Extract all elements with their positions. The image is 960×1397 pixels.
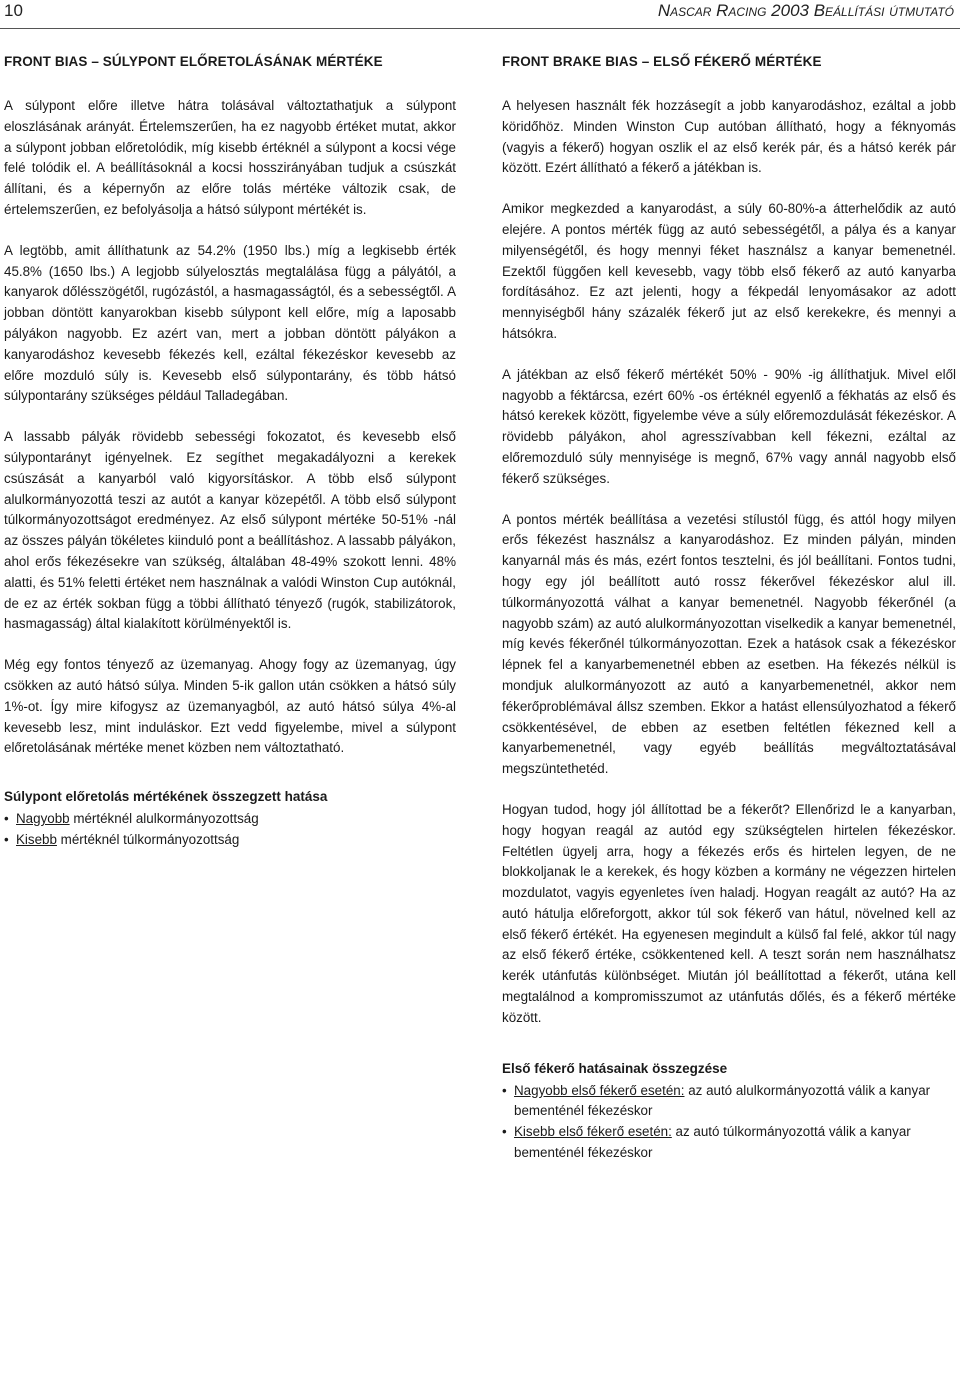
list-item [4,809,456,830]
summary-text: az autó túlkormányozottá válik a kanyar bementénél fékezéskor [514,1124,911,1161]
summary-key: Nagyobb [16,811,70,827]
summary-text: az autó alulkormányozottá válik a kanyar bementénél fékezéskor [514,1082,931,1119]
paragraph: A pontos mérték beállítása a vezetési stílustól függ, és attól hogy milyen erős fékezést használsz a kanyarodáshoz. Ez minden pályán, minden kanyarnál más és más, ezért fontos tesztelni, és jól beállítani. Fontos tudni, hogy egy jól beállított autó rossz fékerővel fékezéskor alul ill. túlkormányozottá válhat a kanyar bemenetnél. Nagyobb fékerőnél (a nagyobb szám) az autó alulkormányozottan viselkedik a kanyar bemenetnél, míg kevés fékerőnél túlkormányozottan. Ezek a hatások csak a fékezéskor lépnek fel a kanyarbemenetnél ebben az esetben. Ha fékezés nélkül is mondjuk alulkormányozott az autó a kanyarbemenetnél, akkor nem fékerőproblémával állsz szemben. Ekkor a hatást ellensúlyozhatod a fékerő csökkentésével, de ebben az esetben feltétlen fékezned kell a kanyarbemenetnél, vagy egyéb beállítás megváltoztatásával megszüntethetéd. [502,511,956,777]
summary-key: Nagyobb első fékerő esetén: [514,1082,685,1098]
paragraph: A játékban az első fékerő mértékét 50% - 90% -ig állíthatjuk. Mivel elől nagyobb a féktárcsa, ezért 60% -os értéknél egyenlő a fékhatás az első és hátsó kerekek között, figyelembe véve a súly előremozdulását fékezéskor. A rövidebb pályákon, ahol agresszívabban kell fékezni, ezáltal az előremozduló súly mennyisége is megnő, 67% vagy annál nagyobb első fékerő szükséges. [502,366,956,486]
list-item [4,830,456,851]
section-heading-front-brake-bias: FRONT BRAKE BIAS – ELSŐ FÉKERŐ MÉRTÉKE [502,54,822,69]
paragraph: Amikor megkezded a kanyarodást, a súly 60-80%-a átterhelődik az autó elejére. A pontos mérték függ az autó sebességétől, a pálya és a kanyar milyenségétől, és hogy mennyi féket használsz a kanyar bemenetnél. Ezektől függően kell kevesebb, vagy több első fékerő az autó kanyarba fordításához. Ez azt jelenti, hogy a fékpedál lenyomásakor az adott mennyiségből hány százalék fékerő jut az első kerekekre, és mennyi a hátsókra. [502,201,956,341]
paragraph: Hogyan tudod, hogy jól állítottad be a fékerőt? Ellenőrizd le a kanyarban, hogy hogyan reagál az autód egy szükségtelen hirtelen fékezéskor. Feltétlen ügyelj arra, hogy a fékezés erős és hirtelen legyen, de ne blokkoljanak le a kerekek, és hogy közben a kormány ne végezzen hirtelen mozdulatot, vagyis egyenletes íven haladj. Hogyan reagált az autó? Ha az autó hátulja előreforgott, akkor túl sok fékerő van hátul, növelned kell az első fékerő értékét. Ha egyenesen megindult a külső fal felé, akkor túl nagy az első fékerő értéke, csökkentened kell. A teszt során nem használhatsz kerék utánfutás különbséget. Miután jól beállítottad a fékerőt, utána kell megtalálnod a kompromisszumot az utánfutás dőlés, és a fékerő mértéke között. [502,801,956,1025]
summary-title: Első fékerő hatásainak összegzése [502,1060,728,1076]
left-column [4,52,456,851]
summary-key: Kisebb [16,831,57,847]
summary-list [4,809,456,851]
summary-text: mértéknél alulkormányozottság [69,811,259,827]
summary-title: Súlypont előretolás mértékének összegzett hatása [4,789,328,805]
paragraph: A legtöbb, amit állíthatunk az 54.2% (1950 lbs.) míg a legkisebb érték 45.8% (1650 lbs.) A legjobb súlyelosztás megtalálása függ a pályától, a kanyarok dőlésszögétől, rugózástól, a hasmagasságtól, és a sebességtől. A jobban döntött kanyarokban kisebb súlypont kell előre, míg a laposabb pályákon nagyobb. Ez azért van, mert a jobban döntött pályákon a kanyarodáshoz kevesebb fékezés kell, ezáltal fékezéskor kevesebb az előre mozduló súly is. Kevesebb első súlypontarány, és több hátsó súlypontarány szükséges például Talladegában. [4,242,456,404]
list-item [502,1122,956,1164]
paragraph: Még egy fontos tényező az üzemanyag. Ahogy fogy az üzemanyag, úgy csökken az autó hátsó súlya. Minden 5-ik gallon után csökken a hátsó súly 1%-ot. Így mire kifogysz az üzemanyagból, az autó hátsó súlya 4%-al kevesebb lesz, mint induláskor. Ezt vedd figyelembe, mivel a súlypont előretolásának mértéke menet közben nem változtatható. [4,657,456,756]
section-heading-front-bias: FRONT BIAS – SÚLYPONT ELŐRETOLÁSÁNAK MÉRTÉKE [4,54,383,69]
paragraph: A lassabb pályák rövidebb sebességi fokozatot, és kevesebb első súlypontarányt igényelnek. Ez segíthet megakadályozni a kerekek csúszását a kanyarból való kigyorsításkor. A több első súlypont alulkormányozottá teszi az autót a kanyar közepétől. A több első súlypont túlkormányozottságot eredményez. Az első súlypont mértéke 50-51% -nál az összes pályán tökéletes kiinduló pont a beállításhoz. A lassabb pályákon, ahol erős fékezésekre van szükség, általában 48-49% szokott lenni. 48% alatti, és 51% feletti értéket nem használnak a valódi Winston Cup autóknál, de ez az érték sokban függ a többi állítható tényező (rugók, stabilizátorok, hasmagasság) által kialakított körülményektől is. [4,429,456,632]
page-number: 10 [4,1,23,20]
summary-list [502,1081,956,1164]
paragraph: A súlypont előre illetve hátra tolásával változtathatjuk a súlypont eloszlásának arányát. Értelemszerűen, ha ez nagyobb értéket mutat, akkor a súlypont jobban előretolódik, míg kisebb értéknél a súlypont a kocsi vége felé tolódik el. A beállításoknál a kocsi hosszirányában tudjuk a csúszkát állítani, és a képernyőn az előre tolás mértéke változik csak, de értelemszerűen, ez befolyásolja a hátsó súlypont mértékét is. [4,98,456,217]
summary-key: Kisebb első fékerő esetén: [514,1124,672,1140]
paragraph: A helyesen használt fék hozzásegít a jobb kanyarodáshoz, ezáltal a jobb köridőhöz. Minden Winston Cup autóban állítható, hogy a féknyomás (vagyis a fékerő) hogyan oszlik el az első kerék pár, és a hátsó kerék pár között. Ezért állítható a fékerő a játékban is. [502,98,956,176]
right-column [502,52,956,1164]
summary-text: mértéknél túlkormányozottság [56,831,240,847]
list-item [502,1081,956,1123]
running-title: Nascar Racing 2003 Beállítási útmutató [657,1,954,20]
page-header [0,0,960,29]
